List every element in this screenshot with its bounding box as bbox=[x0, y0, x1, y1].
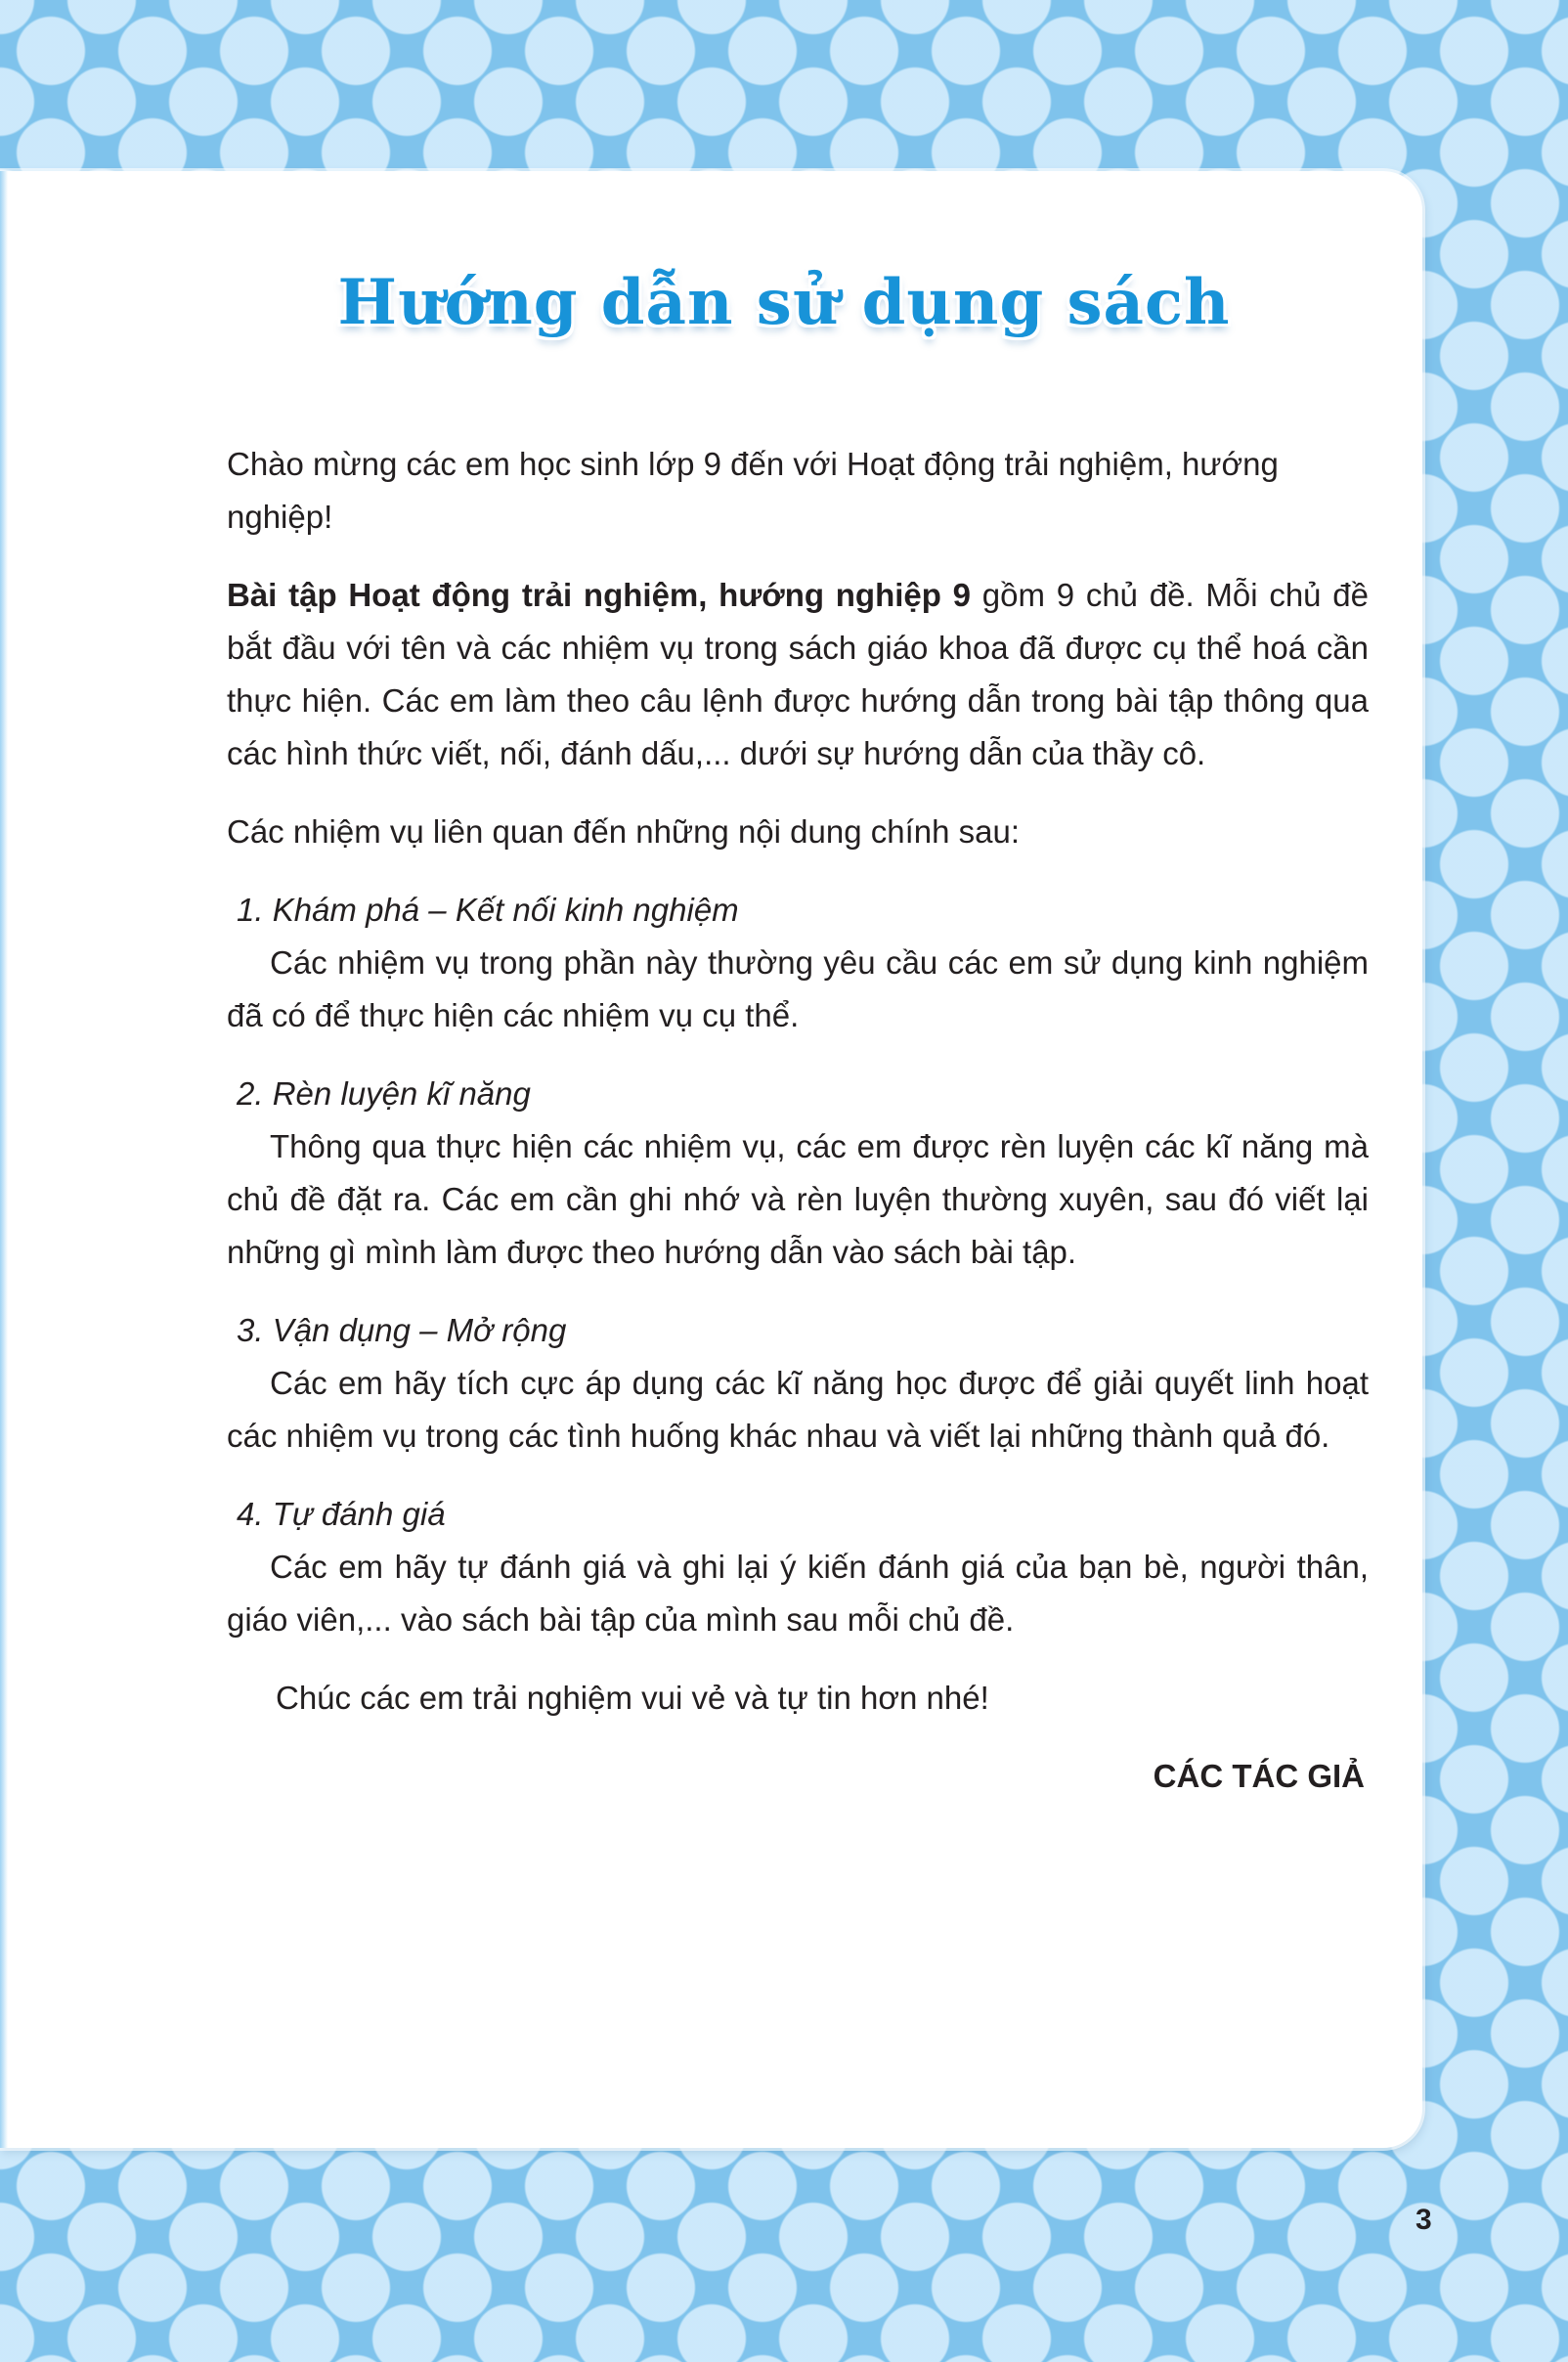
section-body-2: Thông qua thực hiện các nhiệm vụ, các em được rèn luyện các kĩ năng mà chủ đề đặt ra. Các em cần ghi nhớ và rèn luyện thường xuyên, sau đó viết lại những gì mình làm được theo hướng dẫn vào sách bài tập. bbox=[227, 1128, 1369, 1270]
closing-line: Chúc các em trải nghiệm vui vẻ và tự tin hơn nhé! bbox=[276, 1680, 989, 1716]
signature: CÁC TÁC GIẢ bbox=[1153, 1758, 1365, 1794]
section-body-1: Các nhiệm vụ trong phần này thường yêu cầu các em sử dụng kinh nghiệm đã có để thực hiện các nhiệm vụ cụ thể. bbox=[227, 944, 1369, 1033]
section-body-3: Các em hãy tích cực áp dụng các kĩ năng học được để giải quyết linh hoạt các nhiệm vụ trong các tình huống khác nhau và viết lại những thành quả đó. bbox=[227, 1365, 1369, 1454]
section-heading-2: 2. Rèn luyện kĩ năng bbox=[237, 1075, 531, 1112]
section-heading-3: 3. Vận dụng – Mở rộng bbox=[237, 1312, 567, 1348]
book-name: Bài tập Hoạt động trải nghiệm, hướng nghiệp 9 bbox=[227, 577, 972, 613]
page-title: Hướng dẫn sử dụng sách bbox=[337, 266, 1231, 339]
tasks-intro: Các nhiệm vụ liên quan đến những nội dung chính sau: bbox=[227, 813, 1020, 850]
card-edge bbox=[0, 171, 8, 2148]
page-number: 3 bbox=[1416, 2204, 1432, 2236]
book-description: gồm 9 chủ đề. Mỗi chủ đề bắt đầu với tên và các nhiệm vụ trong sách giáo khoa đã được cụ thể hoá cần thực hiện. Các em làm theo câu lệnh được hướng dẫn trong bài tập thông qua các hình thức viết, nối, đánh dấu,... dưới sự hướng dẫn của thầy cô. bbox=[227, 577, 1369, 771]
section-body-4: Các em hãy tự đánh giá và ghi lại ý kiến đánh giá của bạn bè, người thân, giáo viên,... vào sách bài tập của mình sau mỗi chủ đề. bbox=[227, 1549, 1369, 1638]
intro-paragraph: Chào mừng các em học sinh lớp 9 đến với Hoạt động trải nghiệm, hướng nghiệp! bbox=[227, 446, 1279, 535]
page-content bbox=[227, 438, 1369, 1803]
section-heading-4: 4. Tự đánh giá bbox=[237, 1496, 446, 1532]
section-heading-1: 1. Khám phá – Kết nối kinh nghiệm bbox=[237, 892, 739, 928]
book-description-paragraph bbox=[227, 569, 1369, 780]
